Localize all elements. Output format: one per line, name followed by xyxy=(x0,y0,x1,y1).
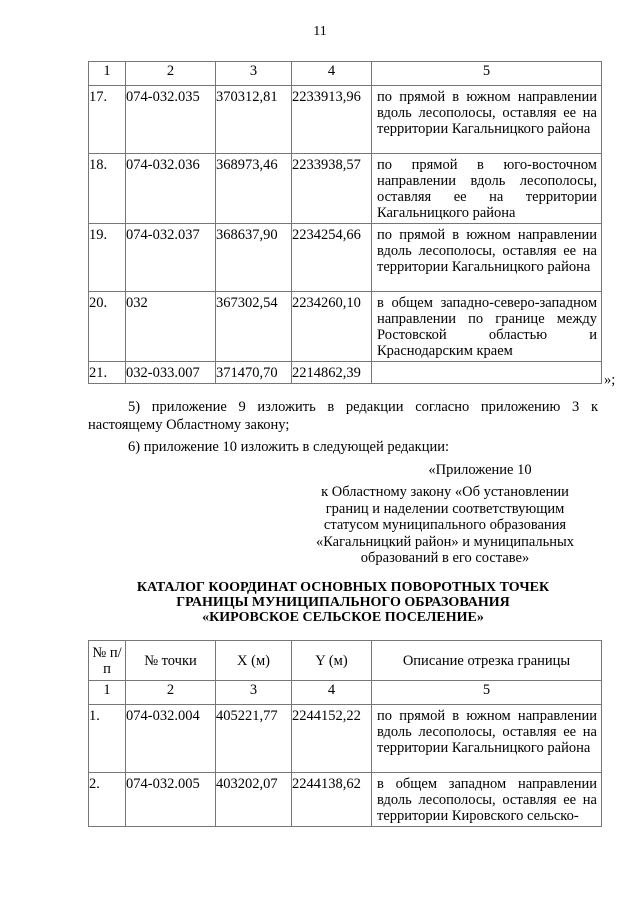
paragraph-item-6: 6) приложение 10 изложить в следующей редакции: xyxy=(128,439,450,455)
table-row xyxy=(89,705,602,773)
header-cell: 2 xyxy=(126,681,216,705)
paragraph-item-5: 5) приложение 9 изложить в редакции согласно приложению 3 к настоящему Областному закону; xyxy=(88,399,598,433)
x-coordinate: 367302,54 xyxy=(216,292,292,362)
y-coordinate: 2244152,22 xyxy=(292,705,372,773)
point-id: 074-032.005 xyxy=(126,773,216,827)
header-cell: 5 xyxy=(372,62,602,86)
header-cell: 1 xyxy=(89,681,126,705)
row-number: 2. xyxy=(89,773,126,827)
point-id: 032-033.007 xyxy=(126,362,216,384)
point-id: 032 xyxy=(126,292,216,362)
x-coordinate: 368973,46 xyxy=(216,154,292,224)
catalog-title xyxy=(88,580,598,625)
point-id: 074-032.036 xyxy=(126,154,216,224)
appendix-title: «Приложение 10 xyxy=(428,462,532,478)
segment-description: по прямой в южном направлении вдоль лесополосы, оставляя ее на территории Кагальницкого района xyxy=(372,705,602,773)
header-cell: 4 xyxy=(292,681,372,705)
catalog-title-line: «КИРОВСКОЕ СЕЛЬСКОЕ ПОСЕЛЕНИЕ» xyxy=(202,610,484,625)
y-coordinate: 2233938,57 xyxy=(292,154,372,224)
segment-description: в общем западном направлении вдоль лесополосы, оставляя ее на территории Кировского сельско- xyxy=(372,773,602,827)
segment-description: по прямой в южном направлении вдоль лесополосы, оставляя ее на территории Кагальницкого района xyxy=(372,224,602,292)
appendix-reference: к Областному закону «Об установлении границ и наделении соответствующим статусом муниципального образования «Кагальницкий район» и муниципальных образований в его составе» xyxy=(315,484,575,566)
table-row xyxy=(89,362,602,384)
header-cell: 3 xyxy=(216,681,292,705)
y-coordinate: 2233913,96 xyxy=(292,86,372,154)
table-row xyxy=(89,292,602,362)
coordinates-table-continued xyxy=(88,61,602,384)
y-coordinate: 2244138,62 xyxy=(292,773,372,827)
table-row xyxy=(89,773,602,827)
segment-description: по прямой в южном направлении вдоль лесополосы, оставляя ее на территории Кагальницкого района xyxy=(372,86,602,154)
table-row xyxy=(89,224,602,292)
x-coordinate: 403202,07 xyxy=(216,773,292,827)
column-header: X (м) xyxy=(216,641,292,681)
column-header: Y (м) xyxy=(292,641,372,681)
segment-description xyxy=(372,362,602,384)
page-number: 11 xyxy=(313,24,327,39)
y-coordinate: 2234260,10 xyxy=(292,292,372,362)
column-header: № точки xyxy=(126,641,216,681)
point-id: 074-032.037 xyxy=(126,224,216,292)
header-cell: 4 xyxy=(292,62,372,86)
table-row xyxy=(89,86,602,154)
segment-description: по прямой в юго-восточном направлении вдоль лесополосы, оставляя ее на территории Кагальницкого района xyxy=(372,154,602,224)
point-id: 074-032.035 xyxy=(126,86,216,154)
header-cell: 1 xyxy=(89,62,126,86)
column-header: Описание отрезка границы xyxy=(372,641,602,681)
closing-quote: »; xyxy=(604,372,616,388)
catalog-title-line: КАТАЛОГ КООРДИНАТ ОСНОВНЫХ ПОВОРОТНЫХ ТОЧЕК xyxy=(136,580,550,595)
row-number: 19. xyxy=(89,224,126,292)
x-coordinate: 368637,90 xyxy=(216,224,292,292)
row-number: 17. xyxy=(89,86,126,154)
table-header-row xyxy=(89,681,602,705)
header-cell: 2 xyxy=(126,62,216,86)
row-number: 20. xyxy=(89,292,126,362)
column-header: № п/п xyxy=(89,641,126,681)
x-coordinate: 405221,77 xyxy=(216,705,292,773)
catalog-title-line: ГРАНИЦЫ МУНИЦИПАЛЬНОГО ОБРАЗОВАНИЯ xyxy=(176,595,510,610)
table-header-row xyxy=(89,62,602,86)
point-id: 074-032.004 xyxy=(126,705,216,773)
row-number: 1. xyxy=(89,705,126,773)
table-column-headers xyxy=(89,641,602,681)
y-coordinate: 2234254,66 xyxy=(292,224,372,292)
table-row xyxy=(89,154,602,224)
x-coordinate: 371470,70 xyxy=(216,362,292,384)
row-number: 21. xyxy=(89,362,126,384)
row-number: 18. xyxy=(89,154,126,224)
x-coordinate: 370312,81 xyxy=(216,86,292,154)
header-cell: 5 xyxy=(372,681,602,705)
coordinates-table xyxy=(88,640,602,827)
y-coordinate: 2214862,39 xyxy=(292,362,372,384)
segment-description: в общем западно-северо-западном направлении по границе между Ростовской областью и Краснодарским краем xyxy=(372,292,602,362)
header-cell: 3 xyxy=(216,62,292,86)
